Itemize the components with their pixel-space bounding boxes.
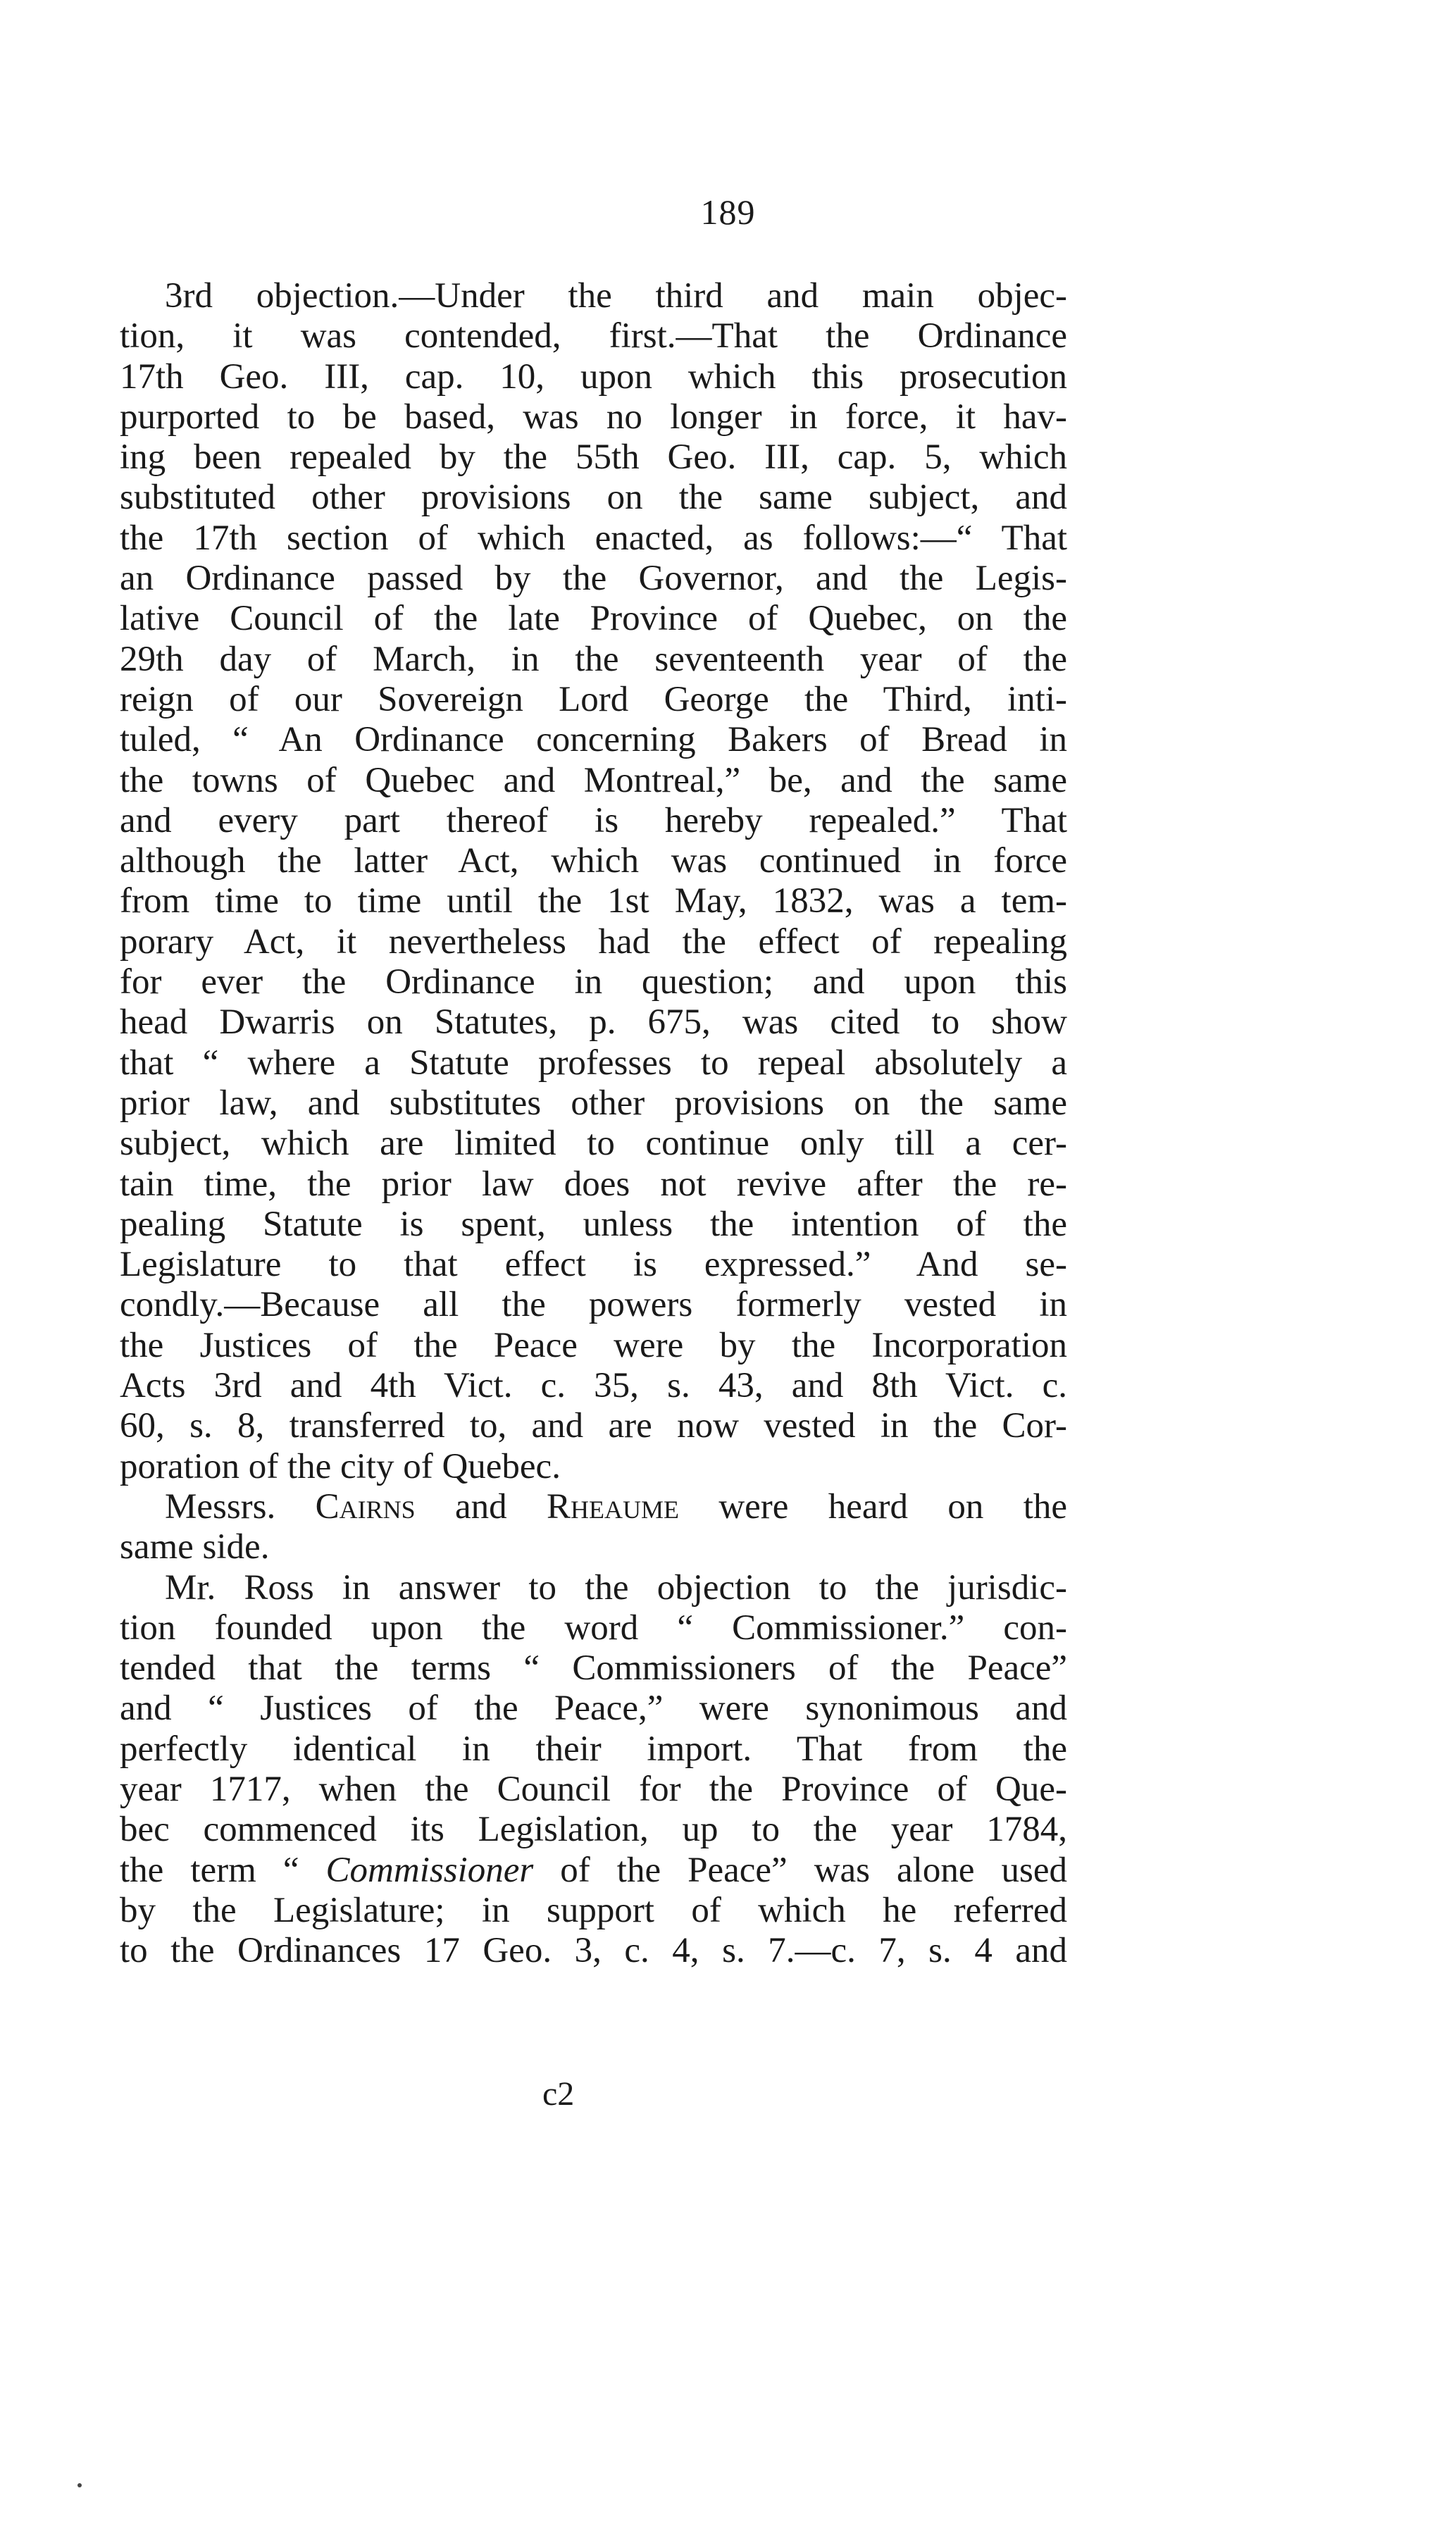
text-line: the 17th section of which enacted, as follows:—“ That [120, 518, 1067, 558]
text-line: head Dwarris on Statutes, p. 675, was cited to show [120, 1002, 1067, 1043]
text-line: for ever the Ordinance in question; and upon this [120, 962, 1067, 1002]
text-line: 3rd objection.—Under the third and main objec- [165, 276, 1067, 316]
text-line: Legislature to that effect is expressed.” And se- [120, 1245, 1067, 1285]
name-rheaume: Rheaume [546, 1486, 679, 1527]
text-line: subject, which are limited to continue only till a cer- [120, 1124, 1067, 1164]
signature-mark: c2 [542, 2075, 575, 2113]
text-line [120, 1487, 1067, 1527]
text-line: the towns of Quebec and Montreal,” be, and the same [120, 760, 1067, 800]
text-line: lative Council of the late Province of Quebec, on the [120, 599, 1067, 639]
text-line: that “ where a Statute professes to repeal absolutely a [120, 1043, 1067, 1083]
text-line: and “ Justices of the Peace,” were synonimous and [120, 1689, 1067, 1729]
text-line: year 1717, when the Council for the Province of Que- [120, 1769, 1067, 1809]
text-line: 29th day of March, in the seventeenth year of the [120, 639, 1067, 679]
body-text [120, 276, 1067, 1971]
text-line: tuled, “ An Ordinance concerning Bakers of Bread in [120, 720, 1067, 760]
text-line: Mr. Ross in answer to the objection to the jurisdic- [165, 1567, 1067, 1608]
text-line: purported to be based, was no longer in force, it hav- [120, 397, 1067, 437]
page-number: 189 [700, 192, 756, 232]
text-fragment: were heard on the [679, 1486, 1068, 1527]
text-line: porary Act, it nevertheless had the effect of repealing [120, 921, 1067, 962]
scan-speck [77, 2483, 82, 2487]
text-line: tion, it was contended, first.—That the Ordinance [120, 316, 1067, 356]
text-fragment: Messrs. [165, 1486, 316, 1527]
text-line: bec commenced its Legislation, up to the year 1784, [120, 1810, 1067, 1850]
text-line: pealing Statute is spent, unless the intention of the [120, 1204, 1067, 1244]
text-line: substituted other provisions on the same subject, and [120, 478, 1067, 518]
text-line: ing been repealed by the 55th Geo. III, cap. 5, which [120, 437, 1067, 478]
text-line: reign of our Sovereign Lord George the Third, inti- [120, 679, 1067, 719]
text-line: prior law, and substitutes other provisions on the same [120, 1083, 1067, 1123]
text-line: same side. [120, 1527, 270, 1567]
text-line: tain time, the prior law does not revive after the re- [120, 1164, 1067, 1204]
text-line: from time to time until the 1st May, 1832, was a tem- [120, 881, 1067, 921]
text-line: the Justices of the Peace were by the Incorporation [120, 1325, 1067, 1365]
text-line: 60, s. 8, transferred to, and are now vested in the Cor- [120, 1406, 1067, 1446]
text-line: tion founded upon the word “ Commissioner.” con- [120, 1608, 1067, 1648]
text-fragment: and [415, 1486, 547, 1527]
text-line: an Ordinance passed by the Governor, and the Legis- [120, 559, 1067, 599]
text-line [120, 1851, 1067, 1891]
text-fragment: of the Peace” was alone used [533, 1850, 1068, 1890]
text-line: to the Ordinances 17 Geo. 3, c. 4, s. 7.—c. 7, s. 4 and [120, 1931, 1067, 1971]
text-line: condly.—Because all the powers formerly vested in [120, 1285, 1067, 1325]
text-line: 17th Geo. III, cap. 10, upon which this prosecution [120, 356, 1067, 397]
text-line: perfectly identical in their import. That from the [120, 1729, 1067, 1769]
text-line: and every part thereof is hereby repealed.” That [120, 800, 1067, 840]
text-line: Acts 3rd and 4th Vict. c. 35, s. 43, and 8th Vict. c. [120, 1366, 1067, 1406]
text-line: tended that the terms “ Commissioners of the Peace” [120, 1648, 1067, 1689]
name-cairns: Cairns [315, 1486, 416, 1527]
text-line: by the Legislature; in support of which he referred [120, 1890, 1067, 1930]
text-fragment: the term “ [120, 1850, 326, 1890]
text-line: poration of the city of Quebec. [120, 1446, 561, 1486]
text-line: although the latter Act, which was continued in force [120, 841, 1067, 881]
italic-term: Commissioner [325, 1850, 534, 1890]
